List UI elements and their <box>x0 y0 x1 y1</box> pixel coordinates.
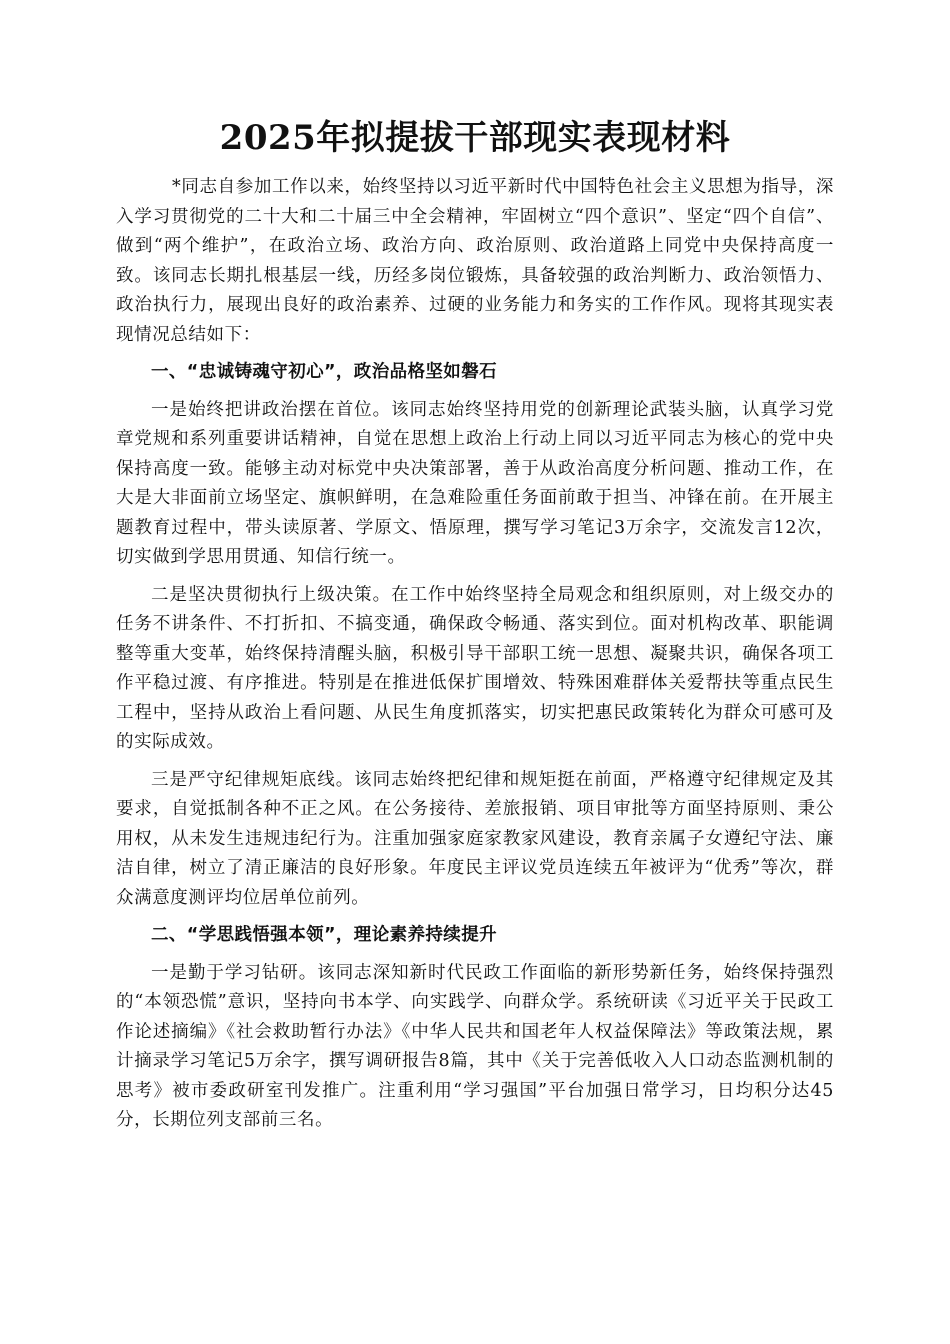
document-title: 2025年拟提拔干部现实表现材料 <box>219 118 731 158</box>
section-2-paragraph-1: 一是勤于学习钻研。该同志深知新时代民政工作面临的新形势新任务，始终保持强烈的“本领恐慌”意识，坚持向书本学、向实践学、向群众学。系统研读《习近平关于民政工作论述摘编》《社会救助暂行办法》《中华人民共和国老年人权益保障法》等政策法规，累计摘录学习笔记5万余字，撰写调研报告8篇，其中《关于完善低收入人口动态监测机制的思考》被市委政研室刊发推广。注重利用“学习强国”平台加强日常学习，日均积分达45分，长期位列支部前三名。 <box>116 962 834 1130</box>
section-1-paragraph-3: 三是严守纪律规矩底线。该同志始终把纪律和规矩挺在前面，严格遵守纪律规定及其要求，自觉抵制各种不正之风。在公务接待、差旅报销、项目审批等方面坚持原则、秉公用权，从未发生违规违纪行为。注重加强家庭家教家风建设，教育亲属子女遵纪守法、廉洁自律，树立了清正廉洁的良好形象。年度民主评议党员连续五年被评为“优秀”等次，群众满意度测评均位居单位前列。 <box>116 769 834 908</box>
intro-paragraph: *同志自参加工作以来，始终坚持以习近平新时代中国特色社会主义思想为指导，深入学习贯彻党的二十大和二十届三中全会精神，牢固树立“四个意识”、坚定“四个自信”、做到“两个维护”，在政治立场、政治方向、政治原则、政治道路上同党中央保持高度一致。该同志长期扎根基层一线，历经多岗位锻炼，具备较强的政治判断力、政治领悟力、政治执行力，展现出良好的政治素养、过硬的业务能力和务实的工作作风。现将其现实表现情况总结如下： <box>116 177 834 345</box>
section-1-paragraph-1: 一是始终把讲政治摆在首位。该同志始终坚持用党的创新理论武装头脑，认真学习党章党规和系列重要讲话精神，自觉在思想上政治上行动上同以习近平同志为核心的党中央保持高度一致。能够主动对标党中央决策部署，善于从政治高度分析问题、推动工作，在大是大非面前立场坚定、旗帜鲜明，在急难险重任务面前敢于担当、冲锋在前。在开展主题教育过程中，带头读原著、学原文、悟原理，撰写学习笔记3万余字，交流发言12次，切实做到学思用贯通、知信行统一。 <box>116 399 834 567</box>
section-heading-2: 二、“学思践悟强本领”，理论素养持续提升 <box>151 925 498 945</box>
section-heading-1: 一、“忠诚铸魂守初心”，政治品格坚如磐石 <box>151 362 498 382</box>
section-1-paragraph-2: 二是坚决贯彻执行上级决策。在工作中始终坚持全局观念和组织原则，对上级交办的任务不讲条件、不打折扣、不搞变通，确保政令畅通、落实到位。面对机构改革、职能调整等重大变革，始终保持清醒头脑，积极引导干部职工统一思想、凝聚共识，确保各项工作平稳过渡、有序推进。特别是在推进低保扩围增效、特殊困难群体关爱帮扶等重点民生工程中，坚持从政治上看问题、从民生角度抓落实，切实把惠民政策转化为群众可感可及的实际成效。 <box>116 584 834 752</box>
